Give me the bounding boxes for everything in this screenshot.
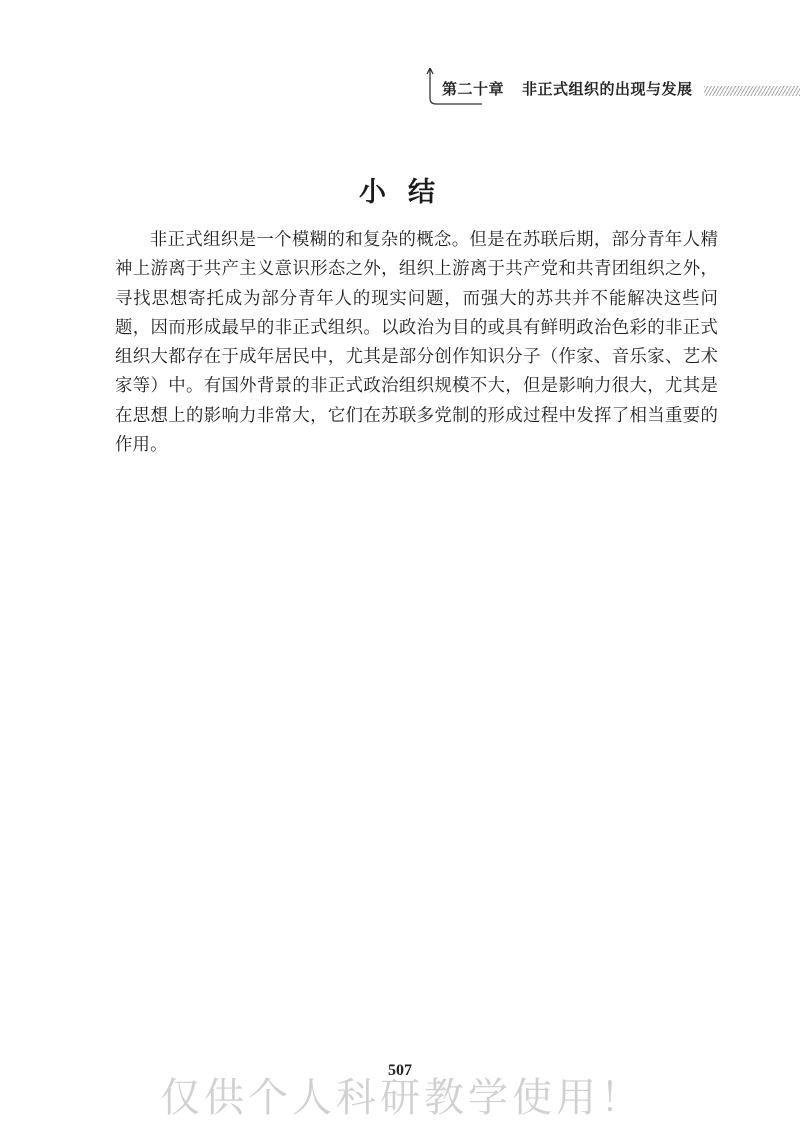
watermark: 仅供个人科研教学使用！ <box>160 1075 644 1121</box>
section-title: 小结 <box>359 177 457 208</box>
running-header-text <box>442 78 693 99</box>
running-header <box>422 66 800 110</box>
page-number: 507 <box>388 1062 412 1079</box>
chapter-number: 第二十章 <box>442 80 505 98</box>
chapter-title: 非正式组织的出现与发展 <box>522 80 693 98</box>
header-hatch-decoration <box>704 86 800 96</box>
body-paragraph: 非正式组织是一个模糊的和复杂的概念。但是在苏联后期，部分青年人精神上游离于共产主义意识形态之外，组织上游离于共产党和共青团组织之外，寻找思想寄托成为部分青年人的现实问题，而强大的苏共并不能解决这些问题，因而形成最早的非正式组织。以政治为目的或具有鲜明政治色彩的非正式组织大都存在于成年居民中，尤其是部分创作知识分子（作家、音乐家、艺术家等）中。有国外背景的非正式政治组织规模不大，但是影响力很大，尤其是在思想上的影响力非常大，它们在苏联多党制的形成过程中发挥了相当重要的作用。 <box>115 230 718 456</box>
